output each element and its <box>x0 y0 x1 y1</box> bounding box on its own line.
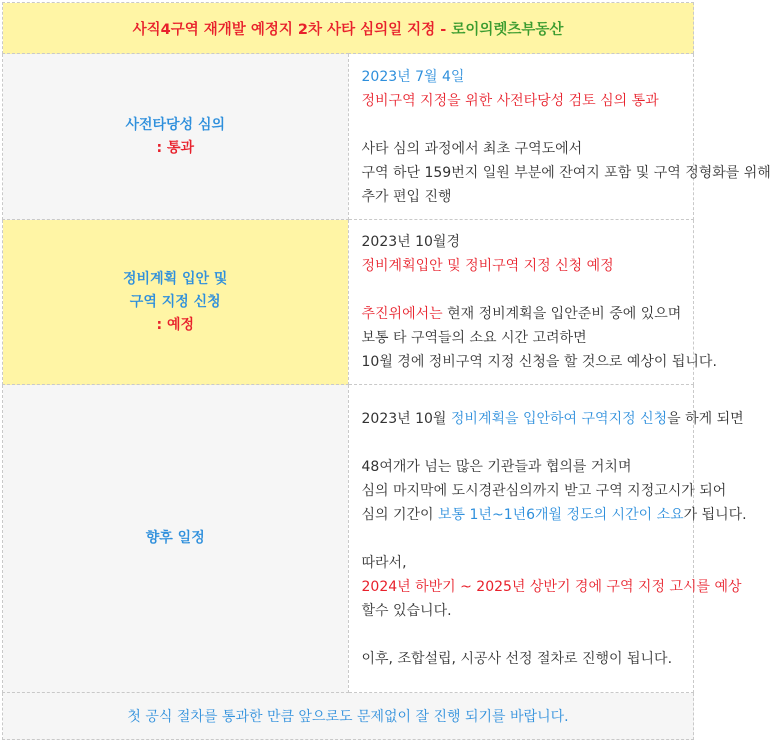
table-row <box>3 385 694 693</box>
title-brand: 로이의렛츠부동산 <box>451 21 564 38</box>
body-text: 현재 정비계획을 입안준비 중에 있으며 <box>442 306 682 322</box>
row-content-feasibility <box>348 54 771 220</box>
document <box>2 2 771 740</box>
body-line: 48여개가 넘는 많은 기관들과 협의를 거치며 <box>361 458 632 475</box>
body-line: 할수 있습니다. <box>361 602 452 619</box>
title-separator: - <box>435 21 452 38</box>
label-line: 구역 지정 신청 <box>129 293 221 310</box>
footer-message: 첫 공식 절차를 통과한 만큼 앞으로도 문제없이 잘 진행 되기를 바랍니다. <box>3 693 694 740</box>
body-text: 을 하게 되면 <box>667 410 744 427</box>
page-title <box>3 3 694 54</box>
info-table <box>2 2 771 740</box>
body-line: 사타 심의 과정에서 최초 구역도에서 <box>361 140 583 157</box>
highlight-text: 보통 1년~1년6개월 정도의 시간이 소요 <box>438 506 684 523</box>
body-line: 따라서, <box>361 554 407 571</box>
body-text: 2023년 10월 <box>361 410 451 427</box>
body-text: 가 됩니다. <box>683 506 747 523</box>
body-text: 심의 기간이 <box>361 506 439 523</box>
body-line: 구역 하단 159번지 일원 부분에 잔여지 포함 및 구역 정형화를 위해 <box>361 164 771 181</box>
label-line: 향후 일정 <box>145 530 205 546</box>
highlight-text: 정비계획을 입안하여 구역지정 신청 <box>450 410 668 427</box>
body-line: 이후, 조합설립, 시공사 선정 절차로 진행이 됩니다. <box>361 650 673 667</box>
row-content-plan <box>348 220 717 385</box>
highlight-text: 2024년 하반기 ~ 2025년 상반기 경에 구역 지정 고시를 예상 <box>361 578 742 595</box>
body-line: 보통 타 구역들의 소요 시간 고려하면 <box>361 330 587 346</box>
label-status: : 통과 <box>156 139 195 156</box>
highlight-text: 추진위에서는 <box>361 306 443 322</box>
event-date: 2023년 7월 4일 <box>361 68 465 85</box>
event-headline: 정비계획입안 및 정비구역 지정 신청 예정 <box>361 258 614 274</box>
row-content-schedule <box>348 385 747 693</box>
event-headline: 정비구역 지정을 위한 사전타당성 검토 심의 통과 <box>361 92 659 109</box>
body-line: 심의 마지막에 도시경관심의까지 받고 구역 지정고시가 되어 <box>361 482 727 499</box>
event-date: 2023년 10월경 <box>361 234 460 250</box>
body-line: 10월 경에 정비구역 지정 신청을 할 것으로 예상이 됩니다. <box>361 354 717 370</box>
table-row <box>3 220 694 385</box>
title-main: 사직4구역 재개발 예정지 2차 사타 심의일 지정 <box>132 21 436 38</box>
row-label-feasibility <box>3 54 349 220</box>
label-line: 정비계획 입안 및 <box>123 270 228 287</box>
body-line: 추가 편입 진행 <box>361 188 452 205</box>
label-line: 사전타당성 심의 <box>125 116 226 133</box>
label-status: : 예정 <box>156 316 195 333</box>
table-row <box>3 54 694 220</box>
row-label-plan <box>3 220 349 385</box>
row-label-schedule <box>3 385 349 693</box>
